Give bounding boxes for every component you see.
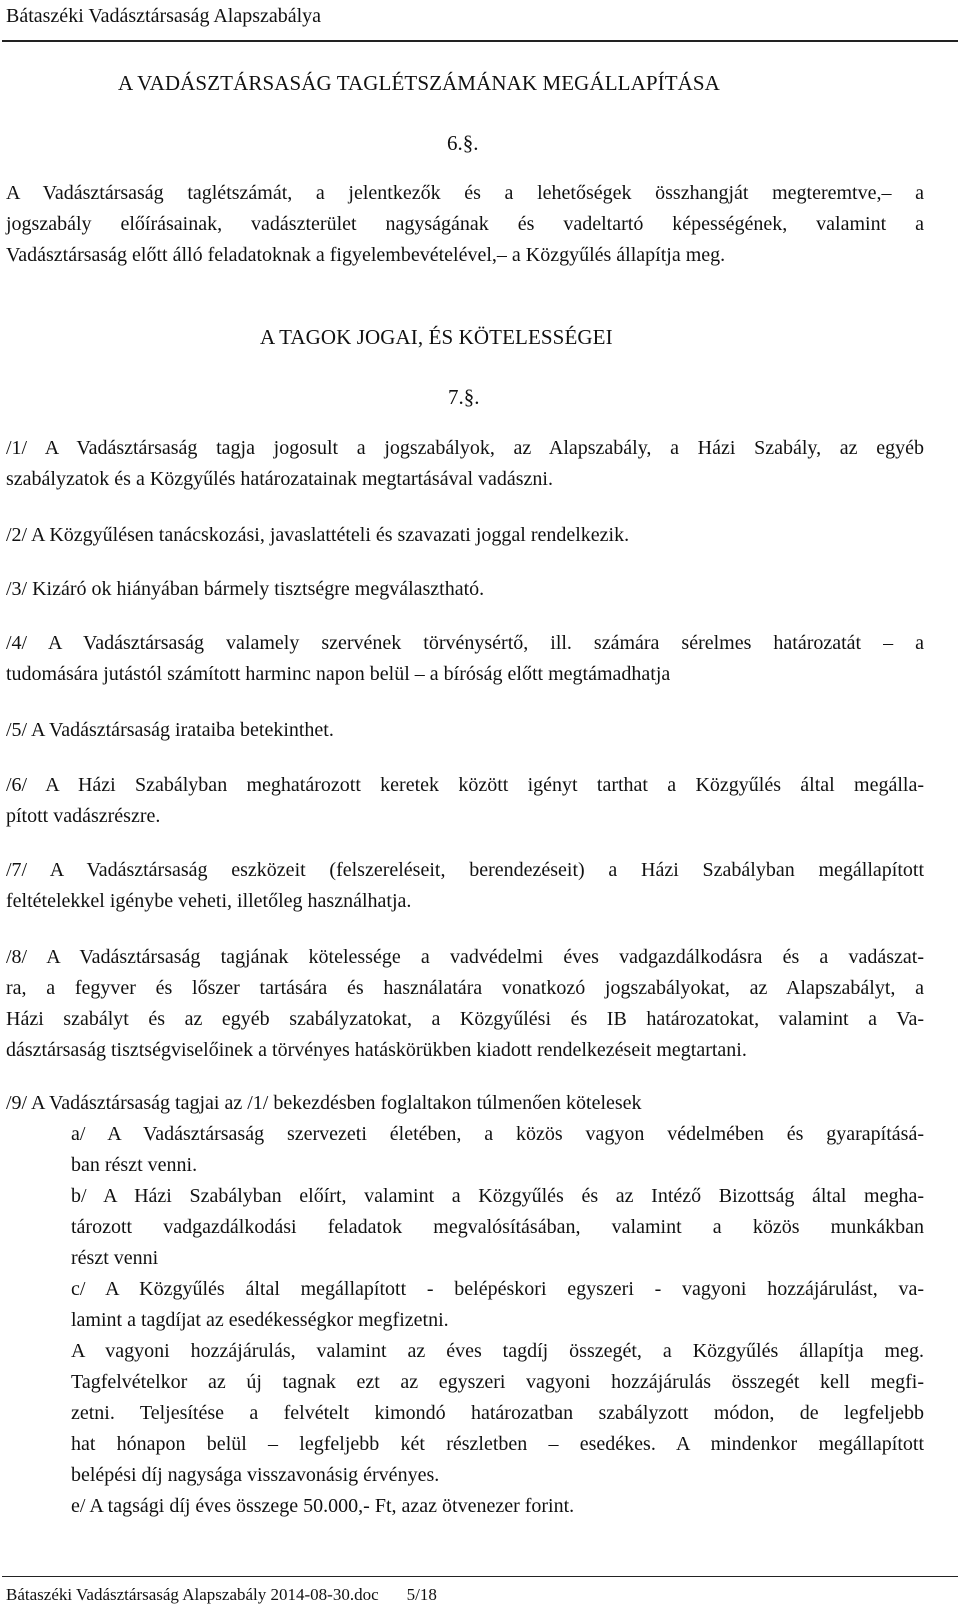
paragraph-line: szabályzatok és a Közgyűlés határozatainak megtartásával vadászni. <box>6 468 553 490</box>
paragraph-5 <box>6 715 924 746</box>
paragraph-line: /8/ A Vadásztársaság tagjának kötelessége a vadvédelmi éves vadgazdálkodásra és a vadászat- <box>6 946 924 968</box>
page-footer <box>6 1584 437 1606</box>
paragraph-line: /9/ A Vadásztársaság tagjai az /1/ bekezdésben foglaltakon túlmenően kötelesek <box>6 1092 642 1114</box>
list-item-line: e/ A tagsági díj éves összege 50.000,- Ft, azaz ötvenezer forint. <box>71 1495 575 1517</box>
section-6-number: 6.§. <box>447 131 479 155</box>
section-6-paragraph <box>6 178 924 271</box>
header-rule <box>2 40 958 42</box>
paragraph-2 <box>6 520 924 551</box>
paragraph-4 <box>6 628 924 690</box>
paragraph-9-items <box>71 1119 924 1522</box>
paragraph-3 <box>6 574 924 605</box>
paragraph-line: pított vadászrészre. <box>6 805 161 827</box>
paragraph-line: /4/ A Vadásztársaság valamely szervének törvénysértő, ill. számára sérelmes határozatát – a <box>6 632 924 654</box>
paragraph-line: Vadásztársaság előtt álló feladatoknak a figyelembevételével,– a Közgyűlés állapítja meg. <box>6 244 726 266</box>
paragraph-1 <box>6 433 924 495</box>
paragraph-line: /6/ A Házi Szabályban meghatározott keretek között igényt tarthat a Közgyűlés által megálla- <box>6 774 924 796</box>
list-item-line: A vagyoni hozzájárulás, valamint az éves tagdíj összegét, a Közgyűlés állapítja meg. <box>71 1340 924 1362</box>
list-item-line: belépési díj nagysága visszavonásig érvényes. <box>71 1464 440 1486</box>
paragraph-line: dásztársaság tisztségviselőinek a törvényes hatáskörükben kiadott rendelkezéseit megtartani. <box>6 1039 747 1061</box>
list-item-line: b/ A Házi Szabályban előírt, valamint a Közgyűlés és az Intéző Bizottság által megha- <box>71 1185 924 1207</box>
section-7-title: A TAGOK JOGAI, ÉS KÖTELESSÉGEI <box>260 325 613 349</box>
footer-rule <box>2 1576 958 1577</box>
list-item-line: ban részt venni. <box>71 1154 198 1176</box>
paragraph-line: tudomására jutástól számított harminc napon belül – a bíróság előtt megtámadhatja <box>6 663 671 685</box>
paragraph-line: /2/ A Közgyűlésen tanácskozási, javaslattételi és szavazati joggal rendelkezik. <box>6 524 630 546</box>
paragraph-line: /7/ A Vadásztársaság eszközeit (felszereléseit, berendezéseit) a Házi Szabályban megállapított <box>6 859 924 881</box>
list-item-line: a/ A Vadásztársaság szervezeti életében, a közös vagyon védelmében és gyarapításá- <box>71 1123 924 1145</box>
paragraph-line: jogszabály előírásainak, vadászterület nagyságának és vadeltartó képességének, valamint a <box>6 213 924 235</box>
paragraph-line: /1/ A Vadásztársaság tagja jogosult a jogszabályok, az Alapszabály, a Házi Szabály, az egyéb <box>6 437 924 459</box>
paragraph-line: A Vadásztársaság taglétszámát, a jelentkezők és a lehetőségek összhangját megteremtve,– a <box>6 182 924 204</box>
list-item-line: Tagfelvételkor az új tagnak ezt az egyszeri vagyoni hozzájárulás összegét kell megfi- <box>71 1371 924 1393</box>
section-7-number: 7.§. <box>448 385 480 409</box>
paragraph-line: /3/ Kizáró ok hiányában bármely tisztségre megválasztható. <box>6 578 485 600</box>
footer-page-number: 5/18 <box>406 1585 437 1604</box>
paragraph-line: /5/ A Vadásztársaság irataiba betekinthet. <box>6 719 334 741</box>
list-item-line: részt venni <box>71 1247 159 1269</box>
running-header: Bátaszéki Vadásztársaság Alapszabálya <box>6 5 322 27</box>
list-item-line: zetni. Teljesítése a felvételt kimondó határozatban szabályzott módon, de legfeljebb <box>71 1402 924 1424</box>
list-item-line: tározott vadgazdálkodási feladatok megvalósításában, valamint a közös munkákban <box>71 1216 924 1238</box>
paragraph-8 <box>6 942 924 1066</box>
list-item-line: c/ A Közgyűlés által megállapított - belépéskori egyszeri - vagyoni hozzájárulást, va- <box>71 1278 924 1300</box>
paragraph-7 <box>6 855 924 917</box>
footer-filename: Bátaszéki Vadásztársaság Alapszabály 2014-08-30.doc <box>6 1585 379 1604</box>
list-item-line: lamint a tagdíjat az esedékességkor megfizetni. <box>71 1309 449 1331</box>
paragraph-6 <box>6 770 924 832</box>
paragraph-line: ra, a fegyver és lőszer tartására és használatára vonatkozó jogszabályokat, az Alapszabályt, a <box>6 977 924 999</box>
list-item-line: hat hónapon belül – legfeljebb két részletben – esedékes. A mindenkor megállapított <box>71 1433 924 1455</box>
paragraph-line: feltételekkel igénybe veheti, illetőleg használhatja. <box>6 890 412 912</box>
paragraph-9-intro <box>6 1088 924 1119</box>
section-6-title: A VADÁSZTÁRSASÁG TAGLÉTSZÁMÁNAK MEGÁLLAPÍTÁSA <box>118 71 720 95</box>
paragraph-line: Házi szabályt és az egyéb szabályzatokat, a Közgyűlési és IB határozatokat, valamint a Va- <box>6 1008 924 1030</box>
